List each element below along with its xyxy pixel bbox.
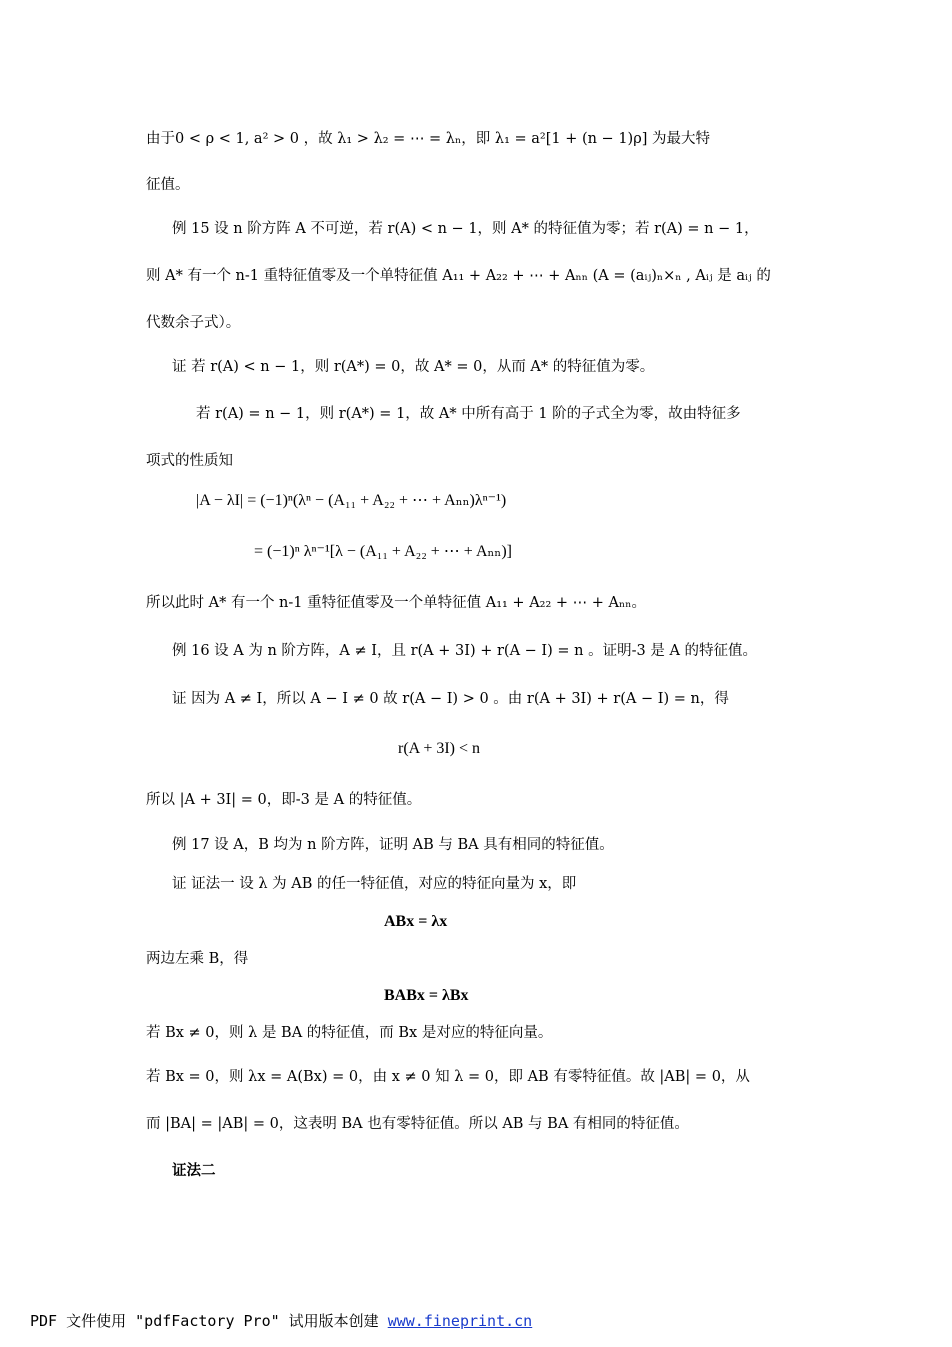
equation: = (−1)ⁿ λⁿ⁻¹[λ − (A₁₁ + A₂₂ + ⋯ + Aₙₙ)] xyxy=(254,543,512,560)
footer-text: PDF 文件使用 "pdfFactory Pro" 试用版本创建 xyxy=(30,1312,388,1330)
text-line: 则 A* 有一个 n-1 重特征值零及一个单特征值 A₁₁ + A₂₂ + ⋯ + Aₙₙ (A = (aᵢⱼ)ₙ×ₙ , Aᵢⱼ 是 aᵢⱼ 的 xyxy=(146,268,771,284)
proof-heading: 证法二 xyxy=(172,1162,216,1179)
example-heading: 例 15 设 n 阶方阵 A 不可逆，若 r(A) < n − 1，则 A* 的特征值为零；若 r(A) = n − 1， xyxy=(172,221,759,237)
text-line: 所以此时 A* 有一个 n-1 重特征值零及一个单特征值 A₁₁ + A₂₂ + ⋯ + Aₙₙ。 xyxy=(146,595,647,611)
example-heading: 例 17 设 A，B 均为 n 阶方阵，证明 AB 与 BA 具有相同的特征值。 xyxy=(172,837,614,853)
text-line: 项式的性质知 xyxy=(146,453,233,469)
fineprint-link[interactable]: www.fineprint.cn xyxy=(387,1312,533,1330)
equation: |A − λI| = (−1)ⁿ(λⁿ − (A₁₁ + A₂₂ + ⋯ + Aₙₙ)λⁿ⁻¹) xyxy=(196,492,507,509)
proof-line: 证 证法一 设 λ 为 AB 的任一特征值，对应的特征向量为 x，即 xyxy=(172,876,577,892)
proof-line: 证 若 r(A) < n − 1，则 r(A*) = 0，故 A* = 0，从而 A* 的特征值为零。 xyxy=(172,359,655,375)
example-heading: 例 16 设 A 为 n 阶方阵，A ≠ I，且 r(A + 3I) + r(A − I) = n 。证明-3 是 A 的特征值。 xyxy=(172,643,758,659)
text-line: 代数余子式）。 xyxy=(146,315,241,331)
footer-note xyxy=(30,1310,532,1331)
text-line: 若 r(A) = n − 1，则 r(A*) = 1，故 A* 中所有高于 1 阶的子式全为零，故由特征多 xyxy=(196,406,741,422)
equation: ABx = λx xyxy=(384,913,448,930)
text-line: 若 Bx = 0，则 λx = A(Bx) = 0，由 x ≠ 0 知 λ = 0，即 AB 有零特征值。故 |AB| = 0，从 xyxy=(146,1069,750,1085)
text-line: 若 Bx ≠ 0，则 λ 是 BA 的特征值，而 Bx 是对应的特征向量。 xyxy=(146,1025,553,1041)
text-line: 由于0 < ρ < 1, a² > 0 ，故 λ₁ > λ₂ = ⋯ = λₙ，即 λ₁ = a²[1 + (n − 1)ρ] 为最大特 xyxy=(146,131,710,147)
equation: r(A + 3I) < n xyxy=(398,740,481,757)
text-line: 征值。 xyxy=(146,177,190,193)
text-line: 而 |BA| = |AB| = 0，这表明 BA 也有零特征值。所以 AB 与 BA 有相同的特征值。 xyxy=(146,1116,689,1132)
text-line: 所以 |A + 3I| = 0，即-3 是 A 的特征值。 xyxy=(146,792,422,808)
equation: BABx = λBx xyxy=(384,987,469,1004)
proof-line: 证 因为 A ≠ I，所以 A − I ≠ 0 故 r(A − I) > 0 。由 r(A + 3I) + r(A − I) = n，得 xyxy=(172,691,729,707)
text-line: 两边左乘 B，得 xyxy=(146,951,249,967)
